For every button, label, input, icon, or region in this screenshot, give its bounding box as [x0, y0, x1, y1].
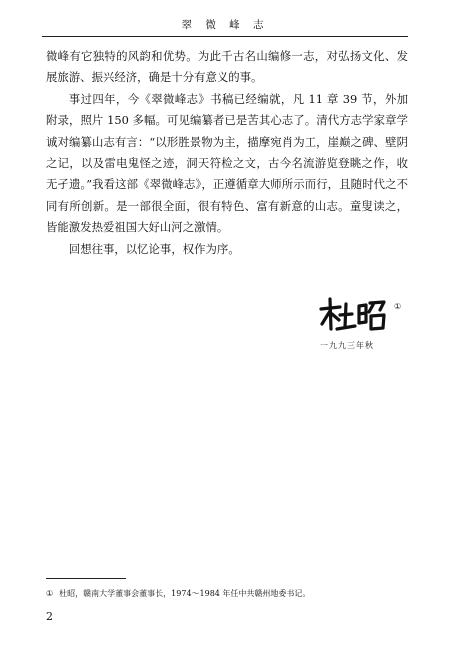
paragraph-1: 微峰有它独特的风韵和优势。为此千古名山编修一志，对弘扬文化、发展旅游、振兴经济，确是十分有意义的事。 — [46, 49, 408, 85]
handwritten-signature — [318, 296, 390, 336]
footnote-text: 杜昭，赣南大学董事会董事长，1974～1984 年任中共赣州地委书记。 — [59, 589, 311, 598]
footnote-rule — [46, 578, 126, 579]
signature-footnote-marker: ① — [394, 302, 402, 311]
footnote — [46, 588, 408, 600]
header-rule — [42, 36, 408, 37]
paragraph-2: 事过四年，今《翠微峰志》书稿已经编就，凡 11 章 39 节，外加附录，照片 150 多幅。可见编纂者已是苦其心志了。清代方志学家章学诚对编纂山志有言：“以形胜景物为主，描摩宛肖为工，崖巅之碑、壁阴之记，以及雷电鬼怪之迹，洞天符检之文，古今名流游览登眺之作，收无孑遗。”我看这部《翠微峰志》，正遵循章大师所示而行，且随时代之不同有所创新。是一部很全面，很有特色、富有新意的山志。童叟读之，皆能激发热爱祖国大好山河之激情。 — [46, 91, 408, 235]
page-number: 2 — [46, 610, 53, 623]
paragraph-3: 回想往事，以忆论事，权作为序。 — [68, 241, 240, 256]
date-line: 一九九三年秋 — [320, 341, 374, 350]
running-header: 翠 微 峰 志 — [181, 19, 269, 31]
footnote-marker: ① — [46, 589, 54, 598]
body-text — [46, 46, 408, 260]
